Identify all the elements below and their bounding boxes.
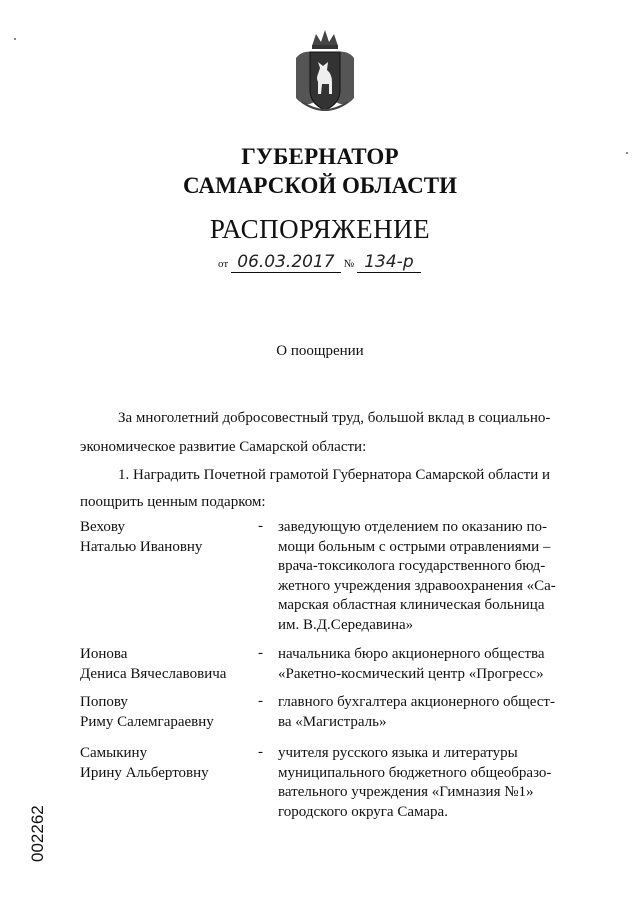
awardee-surname: Ионова bbox=[80, 646, 128, 662]
awardee-surname: Вехову bbox=[80, 519, 125, 535]
number-value: 134-р bbox=[364, 252, 414, 272]
date-value: 06.03.2017 bbox=[237, 252, 335, 272]
body-para1-line2: экономическое развитие Самарской области: bbox=[80, 439, 367, 455]
awardee-description bbox=[278, 645, 560, 684]
awardee-given-names: Наталью Ивановну bbox=[80, 538, 203, 555]
scan-speck bbox=[626, 152, 628, 154]
awardee-name bbox=[80, 645, 255, 684]
awardee-dash: - bbox=[258, 518, 263, 534]
org-title-line2: САМАРСКОЙ ОБЛАСТИ bbox=[183, 173, 457, 198]
awardee-name bbox=[80, 693, 255, 732]
document-type: РАСПОРЯЖЕНИЕ bbox=[209, 214, 431, 244]
awardee-name bbox=[80, 518, 255, 557]
desc-line: муниципального бюджетного общеобразо- bbox=[278, 764, 552, 781]
desc-line: начальника бюро акционерного общества bbox=[278, 646, 545, 662]
desc-line: вательного учреждения «Гимназия №1» bbox=[278, 784, 534, 800]
stamp-number: 002262 bbox=[28, 805, 47, 862]
awardee-given-names: Ирину Альбертовну bbox=[80, 764, 209, 781]
desc-line: марская областная клиническая больница bbox=[278, 597, 545, 613]
date-number-line bbox=[218, 252, 421, 273]
awardee-dash: - bbox=[258, 693, 263, 709]
samara-coat-of-arms-icon bbox=[290, 28, 360, 116]
body-para2-line2: поощрить ценным подарком: bbox=[80, 494, 266, 510]
desc-line: заведующую отделением по оказанию по- bbox=[278, 519, 548, 535]
desc-line: мощи больным с острыми отравлениями – bbox=[278, 538, 551, 555]
awardee-description bbox=[278, 744, 560, 822]
desc-line: врача-токсиколога государственного бюд- bbox=[278, 558, 546, 574]
desc-line: учителя русского языка и литературы bbox=[278, 745, 518, 761]
org-title-line1: ГУБЕРНАТОР bbox=[241, 144, 399, 169]
awardee-given-names: Риму Салемгараевну bbox=[80, 713, 214, 730]
desc-line: жетного учреждения здравоохранения «Са- bbox=[278, 577, 556, 594]
registration-stamp bbox=[20, 772, 60, 862]
date-prefix: от bbox=[218, 258, 229, 270]
awardee-dash: - bbox=[258, 645, 263, 661]
body-para2-line1: 1. Наградить Почетной грамотой Губернатора Самарской области и bbox=[118, 467, 550, 483]
date-field bbox=[231, 252, 341, 273]
scan-speck bbox=[14, 38, 16, 40]
awardee-name bbox=[80, 744, 255, 783]
desc-line: ва «Магистраль» bbox=[278, 713, 387, 730]
desc-line: городского округа Самара. bbox=[278, 803, 448, 820]
number-field bbox=[357, 252, 421, 273]
body-para1-line1: За многолетний добросовестный труд, большой вклад в социально- bbox=[118, 410, 551, 426]
awardee-dash: - bbox=[258, 744, 263, 760]
desc-line: главного бухгалтера акционерного общест- bbox=[278, 694, 555, 710]
awardee-description bbox=[278, 518, 560, 635]
awardee-surname: Самыкину bbox=[80, 745, 148, 761]
desc-line: им. В.Д.Середавина» bbox=[278, 616, 414, 633]
desc-line: «Ракетно-космический центр «Прогресс» bbox=[278, 665, 544, 682]
awardee-given-names: Дениса Вячеславовича bbox=[80, 665, 227, 682]
awardee-description bbox=[278, 693, 560, 732]
document-subject: О поощрении bbox=[276, 343, 364, 359]
number-prefix: № bbox=[343, 258, 355, 270]
awardee-surname: Попову bbox=[80, 694, 128, 710]
